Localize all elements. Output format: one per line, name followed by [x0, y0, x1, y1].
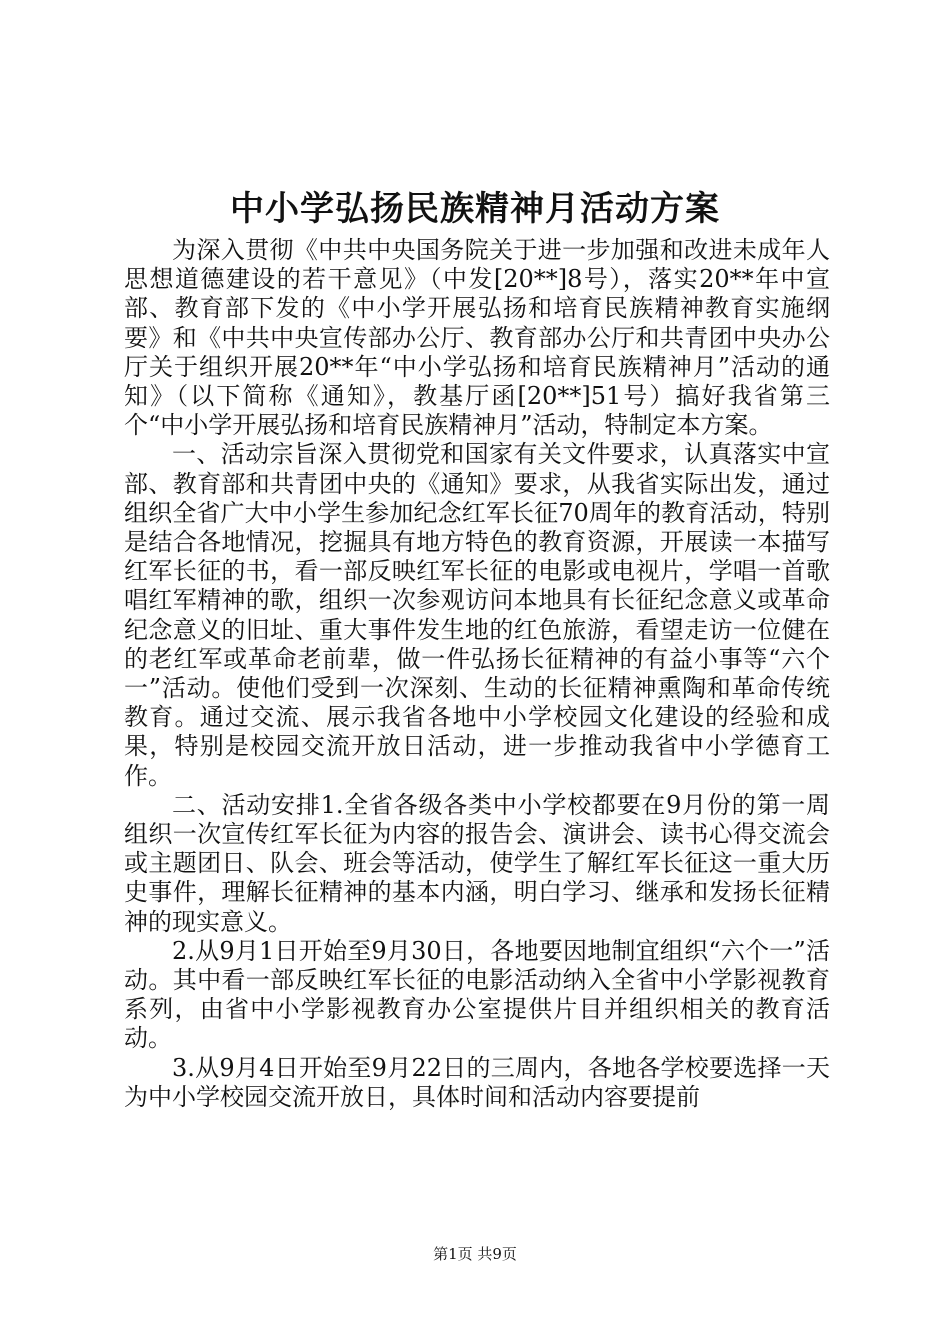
paragraph-arrangement-2: 2.从9月1日开始至9月30日，各地要因地制宜组织“六个一”活动。其中看一部反映红军长征的电影活动纳入全省中小学影视教育系列，由省中小学影视教育办公室提供片目并组织相关的教育活动。: [124, 936, 830, 1053]
page-number-footer: 第1页 共9页: [433, 1245, 517, 1263]
document-title: 中小学弘扬民族精神月活动方案: [230, 189, 720, 229]
document-body: [124, 236, 830, 1112]
paragraph-purpose: 一、活动宗旨深入贯彻党和国家有关文件要求，认真落实中宣部、教育部和共青团中央的《通知》要求，从我省实际出发，通过组织全省广大中小学生参加纪念红军长征70周年的教育活动，特别是结合各地情况，挖掘具有地方特色的教育资源，开展读一本描写红军长征的书，看一部反映红军长征的电影或电视片，学唱一首歌唱红军精神的歌，组织一次参观访问本地具有长征纪念意义或革命纪念意义的旧址、重大事件发生地的红色旅游，看望走访一位健在的老红军或革命老前辈，做一件弘扬长征精神的有益小事等“六个一”活动。使他们受到一次深刻、生动的长征精神熏陶和革命传统教育。通过交流、展示我省各地中小学校园文化建设的经验和成果，特别是校园交流开放日活动，进一步推动我省中小学德育工作。: [124, 440, 830, 790]
paragraph-arrangement-3: 3.从9月4日开始至9月22日的三周内，各地各学校要选择一天为中小学校园交流开放日，具体时间和活动内容要提前: [124, 1053, 830, 1111]
paragraph-intro: 为深入贯彻《中共中央国务院关于进一步加强和改进未成年人思想道德建设的若干意见》（中发[20**]8号），落实20**年中宣部、教育部下发的《中小学开展弘扬和培育民族精神教育实施纲要》和《中共中央宣传部办公厅、教育部办公厅和共青团中央办公厅关于组织开展20**年“中小学弘扬和培育民族精神月”活动的通知》（以下简称《通知》，教基厅函[20**]51号）搞好我省第三个“中小学开展弘扬和培育民族精神月”活动，特制定本方案。: [124, 236, 830, 440]
paragraph-arrangement-1: 二、活动安排1.全省各级各类中小学校都要在9月份的第一周组织一次宣传红军长征为内容的报告会、演讲会、读书心得交流会或主题团日、队会、班会等活动，使学生了解红军长征这一重大历史事件，理解长征精神的基本内涵，明白学习、继承和发扬长征精神的现实意义。: [124, 790, 830, 936]
